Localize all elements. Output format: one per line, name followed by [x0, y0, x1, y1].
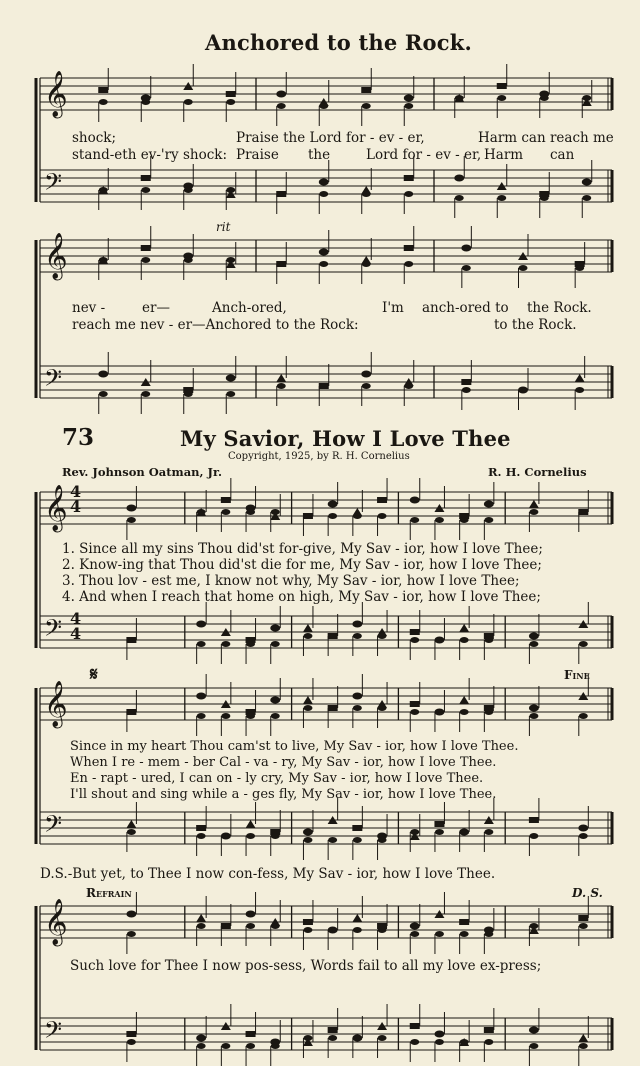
verse-b-line-3: En - rapt - ured, I can on - ly cry, My Sav - ior, how I love Thee. [70, 771, 484, 786]
bass-clef-icon: 𝄢 [44, 168, 63, 201]
treble-clef-icon: 𝄞 [44, 233, 68, 279]
note-head [328, 705, 337, 711]
note-head [362, 261, 371, 267]
note-head [459, 624, 469, 632]
lyric-word: er— [142, 300, 170, 316]
note-head [455, 195, 464, 201]
note-head [184, 257, 193, 263]
note-head [277, 261, 286, 267]
note-head [410, 709, 419, 715]
note-head [270, 697, 280, 704]
note-head [582, 179, 592, 186]
note-head [529, 817, 539, 823]
note-head [404, 245, 414, 251]
note-head [410, 1039, 419, 1045]
note-head [529, 641, 538, 647]
note-head [197, 641, 206, 647]
note-head [277, 191, 286, 197]
note-head [404, 261, 413, 267]
note-head [221, 923, 230, 929]
note-head [460, 637, 469, 643]
note-head [362, 383, 371, 389]
note-head [578, 1034, 588, 1042]
note-head [352, 914, 362, 922]
note-head [410, 1023, 420, 1029]
composer-credit: R. H. Cornelius [488, 465, 587, 479]
ds-lyric-line: D.S.-But yet, to Thee I now con-fess, My Sav - ior, how I love Thee. [40, 866, 496, 882]
note-head [319, 249, 329, 256]
note-head [529, 713, 538, 719]
note-head [353, 705, 362, 711]
note-head [196, 621, 206, 628]
note-head [484, 501, 494, 508]
lyric-word: Harm [484, 147, 524, 163]
note-head [246, 833, 255, 839]
note-head [459, 696, 469, 704]
note-head [127, 517, 136, 523]
note-head [319, 179, 329, 186]
note-head [484, 517, 493, 523]
note-head [246, 923, 255, 929]
note-head [353, 927, 362, 933]
time-signature-treble: 4 4 [70, 482, 82, 516]
note-head [352, 621, 362, 628]
note-head [226, 257, 235, 263]
note-head [303, 829, 313, 836]
note-head [221, 497, 231, 503]
lyricist-credit: Rev. Johnson Oatman, Jr. [62, 465, 222, 479]
note-head [319, 383, 328, 389]
note-head [127, 829, 136, 835]
treble-clef-icon: 𝄞 [44, 899, 68, 945]
note-head [246, 509, 255, 515]
note-head [271, 713, 280, 719]
refrain-label: Refrain [86, 886, 132, 900]
lyric-word: shock; [72, 130, 117, 146]
lyric-word: Anch-ored, [212, 300, 287, 316]
note-head [462, 387, 471, 393]
note-head [362, 191, 371, 197]
note-head [353, 633, 362, 639]
note-head [353, 1035, 362, 1041]
note-head [460, 1039, 469, 1045]
note-head [126, 911, 136, 918]
copyright-notice: Copyright, 1925, by R. H. Cornelius [228, 451, 410, 462]
note-head [98, 371, 108, 378]
note-head [270, 625, 280, 632]
note-head [246, 911, 256, 918]
note-head [141, 391, 150, 397]
note-head [378, 633, 387, 639]
note-head [529, 705, 539, 712]
note-head [246, 713, 255, 719]
note-head [328, 1027, 338, 1033]
note-head [529, 509, 538, 515]
note-head [221, 641, 230, 647]
note-head [226, 391, 235, 397]
lyric-word: nev - [72, 300, 106, 316]
note-head [484, 931, 493, 937]
treble-clef-icon: 𝄞 [44, 71, 68, 117]
note-head [98, 87, 108, 93]
verse-line-1: 1. Since all my sins Thou did'st for-give, My Sav - ior, how I love Thee; [62, 541, 543, 557]
note-head [127, 709, 136, 715]
note-head [328, 927, 337, 933]
note-head [328, 501, 338, 508]
note-head [141, 257, 150, 263]
lyric-word: anch-ored to [422, 300, 509, 316]
note-head [328, 837, 337, 843]
note-head [377, 497, 387, 503]
note-head [484, 1039, 493, 1045]
note-head [362, 103, 371, 109]
note-head [196, 914, 206, 922]
note-head [529, 633, 539, 640]
note-head [462, 265, 471, 271]
note-head [271, 923, 280, 929]
note-head [141, 245, 151, 251]
note-head [277, 103, 286, 109]
note-head [435, 931, 444, 937]
note-head [578, 915, 588, 921]
note-head [378, 513, 387, 519]
note-head [410, 629, 420, 635]
note-head [141, 187, 150, 193]
note-head [579, 509, 588, 515]
note-head [435, 517, 444, 523]
note-head [455, 95, 464, 101]
note-head [361, 371, 371, 378]
verse-line-2: 2. Know-ing that Thou did'st die for me, My Sav - ior, how I love Thee; [62, 557, 542, 573]
verse-line-3: 3. Thou lov - est me, I know not why, My Sav - ior, how I love Thee; [62, 573, 520, 589]
note-head [519, 387, 528, 393]
note-head [410, 931, 419, 937]
note-head [303, 837, 312, 843]
note-head [141, 99, 150, 105]
note-head [378, 927, 387, 933]
ds-mark: D. S. [572, 886, 603, 900]
lyric-word: Lord for - ev - er, [366, 147, 482, 163]
note-head [352, 825, 362, 831]
note-head [197, 509, 206, 515]
note-head [303, 513, 312, 519]
note-head [435, 1039, 444, 1045]
note-head [579, 833, 588, 839]
note-head [410, 923, 420, 930]
note-head [540, 95, 549, 101]
verse-b-line-2: When I re - mem - ber Cal - va - ry, My Sav - ior, how I love Thee. [70, 755, 497, 770]
note-head [378, 1035, 387, 1041]
hymn-title: My Savior, How I Love Thee [180, 426, 511, 451]
note-head [461, 379, 471, 385]
verse-b-line-4: I'll shout and sing while a - ges fly, My Sav - ior, how I love Thee. [70, 787, 497, 802]
note-head [246, 641, 255, 647]
note-head [410, 829, 419, 835]
lyric-word: the Rock. [527, 300, 592, 316]
note-head [221, 509, 230, 515]
note-head [184, 391, 193, 397]
segno-sign: 𝄋 [90, 664, 98, 685]
note-head [276, 374, 286, 382]
note-head [126, 505, 136, 512]
note-head [540, 195, 549, 201]
note-head [434, 821, 444, 827]
note-head [221, 833, 230, 839]
note-head [579, 1043, 588, 1049]
note-head [579, 923, 588, 929]
note-head [196, 1035, 206, 1042]
note-head [529, 500, 539, 508]
note-head [271, 833, 280, 839]
note-head [277, 383, 286, 389]
note-head [454, 175, 464, 182]
verse-b-line-1: Since in my heart Thou cam'st to live, My Sav - ior, how I love Thee. [70, 739, 519, 754]
note-head [319, 103, 328, 109]
lyric-word: I'm [382, 300, 404, 316]
note-head [271, 641, 280, 647]
note-head [99, 257, 108, 263]
bass-clef-icon: 𝄢 [44, 810, 63, 843]
lyric-word: to the Rock. [494, 317, 577, 333]
note-head [410, 637, 419, 643]
note-head [197, 833, 206, 839]
note-head [303, 624, 313, 632]
note-head [497, 95, 506, 101]
note-head [361, 87, 371, 93]
note-head [460, 709, 469, 715]
note-head [328, 633, 337, 639]
rit-mark: rit [216, 220, 231, 234]
treble-clef-icon: 𝄞 [44, 485, 68, 531]
note-head [303, 919, 313, 925]
note-head [99, 99, 108, 105]
lyric-word: reach me nev - er—Anchored to the Rock: [72, 317, 359, 333]
note-head [328, 513, 337, 519]
bass-clef-icon: 𝄢 [44, 1016, 63, 1049]
note-head [410, 517, 419, 523]
lyric-word: Praise the Lord for - ev - er, [236, 130, 425, 146]
note-head [460, 931, 469, 937]
note-head [434, 1031, 444, 1038]
note-head [459, 919, 469, 925]
note-head [221, 713, 230, 719]
note-head [529, 833, 538, 839]
note-head [435, 637, 444, 643]
note-head [99, 187, 108, 193]
note-head [127, 1039, 136, 1045]
note-head [99, 391, 108, 397]
note-head [328, 1035, 337, 1041]
note-head [226, 375, 236, 382]
fine-mark: Fine [564, 668, 590, 682]
hymn-number: 73 [62, 424, 95, 451]
note-head [226, 91, 236, 97]
verse-line-4: 4. And when I reach that home on high, My Sav - ior, how I love Thee; [62, 589, 541, 605]
note-head [378, 837, 387, 843]
note-head [404, 103, 413, 109]
note-head [246, 1031, 256, 1037]
note-head [404, 95, 414, 102]
note-head [271, 1043, 280, 1049]
note-head [319, 191, 328, 197]
note-head [271, 509, 280, 515]
note-head [575, 374, 585, 382]
lyric-word: can [550, 147, 575, 163]
note-head [353, 513, 362, 519]
note-head [197, 1043, 206, 1049]
lyric-word: Praise [236, 147, 279, 163]
note-head [197, 923, 206, 929]
time-signature-bass: 4 4 [70, 609, 82, 643]
note-head [246, 820, 256, 828]
note-head [582, 195, 591, 201]
note-head [221, 1043, 230, 1049]
note-head [404, 191, 413, 197]
note-head [529, 1027, 539, 1034]
note-head [184, 99, 193, 105]
note-head [184, 187, 193, 193]
note-head [461, 245, 471, 252]
note-head [484, 709, 493, 715]
bass-clef-icon: 𝄢 [44, 364, 63, 397]
note-head [303, 927, 312, 933]
note-head [579, 713, 588, 719]
note-head [127, 931, 136, 937]
note-head [519, 265, 528, 271]
note-head [410, 701, 420, 707]
note-head [484, 637, 493, 643]
note-head [126, 1031, 136, 1037]
note-head [226, 187, 235, 193]
bass-clef-icon: 𝄢 [44, 614, 63, 647]
note-head [435, 829, 444, 835]
note-head [404, 175, 414, 181]
note-head [484, 829, 493, 835]
note-head [378, 705, 387, 711]
note-head [529, 1043, 538, 1049]
note-head [196, 825, 206, 831]
note-head [410, 497, 420, 504]
note-head [303, 696, 313, 704]
note-head [575, 387, 584, 393]
note-head [226, 99, 235, 105]
note-head [484, 1027, 494, 1033]
note-head [246, 1043, 255, 1049]
note-head [303, 633, 312, 639]
note-head [460, 517, 469, 523]
note-head [497, 195, 506, 201]
note-head [126, 820, 136, 828]
note-head [303, 1035, 312, 1041]
treble-clef-icon: 𝄞 [44, 681, 68, 727]
note-head [319, 261, 328, 267]
note-head [141, 175, 151, 181]
note-head [460, 829, 469, 835]
note-head [276, 91, 286, 98]
note-head [127, 637, 136, 643]
lyric-word: Harm can reach me [478, 130, 614, 146]
note-head [404, 383, 413, 389]
note-head [353, 837, 362, 843]
note-head [579, 641, 588, 647]
note-head [529, 923, 538, 929]
lyric-word: the [308, 147, 331, 163]
note-head [435, 709, 444, 715]
note-head [303, 705, 312, 711]
prev-hymn-title: Anchored to the Rock. [205, 30, 473, 55]
note-head [578, 825, 588, 832]
note-head [197, 713, 206, 719]
note-head [575, 265, 584, 271]
note-head [196, 693, 206, 700]
note-head [497, 83, 507, 89]
note-head [352, 693, 362, 700]
lyric-word: stand-eth ev-'ry shock: [72, 147, 227, 163]
refrain-lyric-line: Such love for Thee I now pos-sess, Words fail to all my love ex-press; [70, 958, 542, 974]
note-head [582, 95, 591, 101]
